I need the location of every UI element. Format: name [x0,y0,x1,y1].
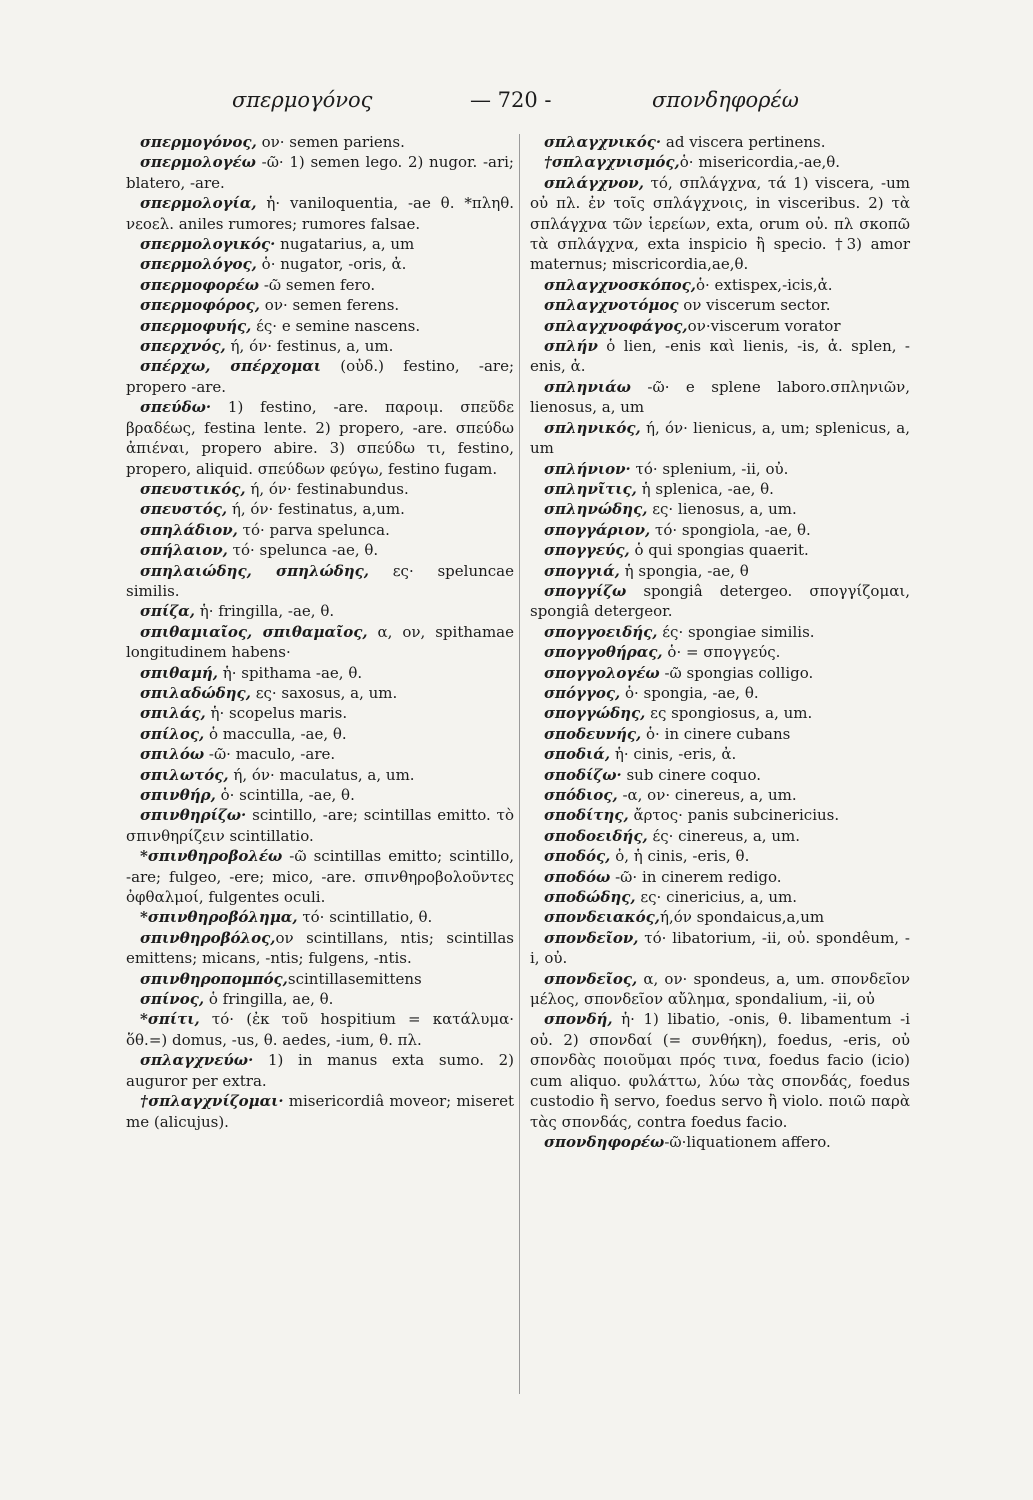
entry-headword: σπερμοφυής, [140,316,252,335]
dictionary-entry [530,336,910,377]
entry-definition: ον·viscerum vorator [687,316,841,335]
dictionary-entry [126,765,514,785]
entry-definition: ἡ splenica, -ae, θ. [636,479,774,498]
right-guide-word: σπονδηφορέω [652,88,799,112]
dictionary-entry [126,1050,514,1091]
dictionary-entry [126,520,514,540]
entry-headword: σποδιά, [544,745,611,764]
entry-definition: ες spongiosus, a, um. [645,704,813,723]
entry-definition: ή, όν· festinabundus. [245,479,409,498]
entry-headword: σποδόω [544,867,611,886]
dictionary-entry [126,234,514,254]
dictionary-entry [126,846,514,907]
left-column [126,132,514,1132]
entry-definition: ες· speluncae similis. [126,561,514,600]
entry-headword: σπλαγχνοτόμος [544,296,679,315]
dictionary-entry [530,295,910,315]
entry-definition: -ῶ· e splene laboro.σπληνιῶν, lienosus, a, um [530,377,910,417]
entry-definition: -ῶ·liquationem affero. [664,1132,831,1151]
entry-definition: ἡ· spithama -ae, θ. [217,663,363,682]
entry-headword: σπλαγχνοφάγος, [544,316,688,335]
dictionary-entry [126,907,514,927]
dictionary-entry [530,581,910,622]
dictionary-entry [530,785,910,805]
entry-headword: σπερμολόγος, [140,255,257,274]
entry-headword: σπηλαιώδης, σπηλώδης, [140,561,370,580]
entry-headword: σπογγολογέω [544,663,660,682]
entry-headword: σπόδιος, [544,786,618,804]
dictionary-entry [530,622,910,642]
entry-definition: scintillasemittens [287,969,422,988]
entry-definition: ὁ lien, -enis καὶ lienis, -is, ἀ. splen, -enis, ἀ. [530,337,910,376]
entry-headword: σποδευνής, [544,724,642,743]
entry-headword: σπονδηφορέω [544,1132,665,1151]
entry-definition: τό· parva spelunca. [237,520,390,539]
entry-headword: σπηλάδιον, [140,520,238,539]
entry-definition: ές· e semine nascens. [251,316,421,335]
entry-headword: σπονδειακός, [544,908,660,927]
dictionary-entry [530,459,910,479]
entry-headword: σπερχνός, [140,337,226,356]
entry-headword: σπερμολογία, [140,194,257,213]
entry-headword: σπινθηροπομπός, [140,969,288,988]
entry-headword: †σπλαγχνισμός, [544,153,680,172]
entry-definition: τό, σπλάγχνα, τά 1) viscera, -um οὐ πλ. ἐν τοῖς σπλάγχνοις, in visceribus. 2) τὰ σπλάγχνα τῶν ἱερείων, exta, orum οὐ. πλ σκοπῶ τὰ σπλάγχνα, exta inspicio ἢ specio. †3) amor maternus; miscricordia,ae,θ. [530,173,910,274]
entry-headword: σπλαγχνοσκόπος, [544,275,696,294]
entry-headword: σπιθαμιαῖος, σπιθαμαῖος, [140,622,368,641]
entry-headword: σποδός, [544,847,611,866]
dictionary-entry [126,356,514,397]
entry-definition: ον· semen pariens. [256,133,405,151]
dictionary-entry [126,1091,514,1132]
entry-headword: σπερμογόνος, [140,133,257,151]
dictionary-entry [126,683,514,703]
dictionary-entry [126,316,514,336]
entry-definition: ή, όν· festinus, a, um. [225,337,394,356]
entry-definition: ὁ· scintilla, -ae, θ. [215,786,355,804]
entry-headword: σπινθηρίζω· [140,806,247,825]
dictionary-entry [530,642,910,662]
dictionary-entry [126,744,514,764]
entry-definition: nugatarius, a, um [275,235,415,254]
entry-definition: τό· scintillatio, θ. [297,908,433,927]
entry-headword: σπερμολογικός· [140,235,276,254]
entry-definition: τό· libatorium, -ii, οὐ. spondêum, -i, οὐ. [530,928,910,968]
entry-definition: ἡ· 1) libatio, -onis, θ. libamentum -i οὐ. 2) σπονδαί (= συνθήκη), foedus, -eris, οὐ σπονδὰς ποιοῦμαι πρός τινα, foedus facio (icio) cum aliquo. φυλάττω, λύω τὰς σπονδάς, foedus custodio ἢ servo, foedus servo ἢ violo. ποιῶ παρὰ τὰς σπονδάς, contra foedus facio. [530,1010,910,1131]
page-number: — 720 - [470,88,552,112]
dictionary-entry [126,275,514,295]
dictionary-entry [126,561,514,602]
entry-definition: ἡ· vaniloquentia, -ae θ. *πληθ. νεοελ. aniles rumores; rumores falsae. [126,194,514,233]
entry-definition: ἡ spongia, -ae, θ [619,561,749,580]
entry-headword: σπερμοφορέω [140,275,260,294]
dictionary-entry [530,969,910,1010]
entry-definition: -ῶ· maculo, -are. [204,745,336,764]
entry-definition: ὁ, ἡ cinis, -eris, θ. [610,847,750,866]
column-divider [519,134,520,1394]
dictionary-entry [530,316,910,336]
entry-definition: sub cinere coquo. [621,765,761,784]
entry-definition: ὁ· nugator, -oris, ἀ. [256,255,407,274]
entry-headword: σπονδή, [544,1010,613,1029]
dictionary-entry [530,275,910,295]
entry-definition: τό· spongiola, -ae, θ. [650,520,811,539]
dictionary-entry [530,132,910,152]
entry-headword: σπογγάριον, [544,520,651,539]
entry-definition: -α, ον· cinereus, a, um. [617,786,797,804]
entry-headword: σπονδεῖον, [544,928,639,947]
dictionary-entry [530,846,910,866]
dictionary-entry [530,499,910,519]
dictionary-entry [126,499,514,519]
dictionary-entry [530,724,910,744]
dictionary-entry [126,622,514,663]
dictionary-entry [530,540,910,560]
entry-definition: 1) in manus exta sumo. 2) auguror per extra. [126,1051,514,1090]
entry-headword: σπογγώδης, [544,704,646,723]
dictionary-entry [530,1009,910,1131]
dictionary-entry [530,928,910,969]
entry-headword: σποδοειδής, [544,826,648,845]
entry-headword: σπίλος, [140,724,205,743]
entry-definition: ὁ· = σπογγεύς. [662,643,781,662]
entry-headword: σπεύδω· [140,398,212,417]
entry-definition: -ῶ spongias colligo. [659,663,814,682]
entry-definition: ες· lienosus, a, um. [647,500,797,519]
entry-definition: ἡ· scopelus maris. [205,704,348,723]
entry-headword: σποδίζω· [544,765,622,784]
entry-headword: σπληνῖτις, [544,479,637,498]
entry-definition: ον viscerum sector. [678,296,831,315]
entry-headword: σπογγίζω [544,581,627,600]
dictionary-entry [126,785,514,805]
dictionary-entry [126,1009,514,1050]
entry-headword: σπινθήρ, [140,786,216,804]
entry-definition: ὁ macculla, -ae, θ. [204,724,347,743]
entry-definition: scintillo, -are; scintillas emitto. τὸ σπινθηρίζειν scintillatio. [126,806,514,845]
entry-definition: ές· spongiae similis. [657,622,815,641]
entry-headword: σπογγιά, [544,561,620,580]
dictionary-entry [126,601,514,621]
entry-headword: σπογγεύς, [544,541,630,560]
entry-headword: σπληνικός, [544,418,641,437]
entry-headword: σπογγοθήρας, [544,643,663,662]
entry-headword: σπερμοφόρος, [140,296,261,315]
entry-headword: *σπινθηροβόλημα, [140,908,298,927]
entry-definition: ὁ· misericordia,-ae,θ. [679,153,841,172]
entry-headword: σπευστικός, [140,479,246,498]
dictionary-entry [126,254,514,274]
dictionary-entry [530,479,910,499]
dictionary-entry [530,561,910,581]
entry-headword: σπλήν [544,337,598,356]
entry-definition: -ῶ· in cinerem redigo. [610,867,782,886]
dictionary-entry [126,397,514,479]
dictionary-entry [530,826,910,846]
entry-definition: ον scintillans, ntis; scintillas emittens; micans, -ntis; fulgens, -ntis. [126,928,514,968]
dictionary-entry [126,724,514,744]
entry-definition: misericordiâ moveor; miseret me (alicujus). [126,1092,514,1131]
dictionary-entry [530,683,910,703]
entry-definition: ή, όν· lienicus, a, um; splenicus, a, um [530,418,910,458]
entry-definition: τό· spelunca -ae, θ. [227,541,379,560]
page-header [0,84,1033,124]
entry-definition: ές· cinereus, a, um. [647,826,800,845]
dictionary-entry [126,479,514,499]
entry-headword: σπιλόω [140,745,205,764]
entry-definition: ὁ qui spongias quaerit. [629,541,809,560]
entry-headword: σπήλαιον, [140,541,228,560]
dictionary-entry [530,173,910,275]
dictionary-entry [126,928,514,969]
entry-definition: -ῶ scintillas emitto; scintillo, -are; fulgeo, -ere; mico, -are. σπινθηροβολοῦντες ὀφθαλμοί, fulgentes oculi. [126,847,514,907]
dictionary-entry [126,152,514,193]
entry-headword: *σπίτι, [140,1010,200,1029]
entry-definition: ον· semen ferens. [260,296,400,315]
dictionary-entry [126,295,514,315]
entry-headword: σπιλάς, [140,704,206,723]
dictionary-entry [126,969,514,989]
entry-definition: ὁ· in cinere cubans [641,724,791,743]
entry-headword: σπίζα, [140,602,195,621]
right-column [530,132,910,1152]
entry-headword: σπίνος, [140,990,205,1009]
entry-headword: σπληνώδης, [544,500,648,519]
dictionary-entry [530,907,910,927]
entry-definition: ή,όν spondaicus,a,um [659,908,825,927]
entry-headword: σπλάγχνον, [544,173,644,192]
dictionary-entry [530,1132,910,1152]
entry-definition: ες· cinericius, a, um. [635,888,798,907]
entry-definition: α, ον, spithamae longitudinem habens· [126,622,514,662]
entry-headword: σπλαγχνικός· [544,133,662,151]
entry-definition: ad viscera pertinens. [661,133,826,151]
entry-definition: spongiâ detergeo. σπογγίζομαι, spongiâ detergeor. [530,581,910,621]
entry-definition: ἡ· fringilla, -ae, θ. [194,602,335,621]
entry-headword: σπιλωτός, [140,765,229,784]
dictionary-entry [126,540,514,560]
entry-definition: 1) festino, -are. παροιμ. σπεῦδε βραδέως, festina lente. 2) propero, -are. σπεύδω ἀπιέναι, propero abire. 3) σπεύδω τι, festino, propero, aliquid. σπεύδων φεύγω, festino fugam. [126,398,514,478]
dictionary-entry [126,336,514,356]
entry-headword: σπονδεῖος, [544,969,638,988]
entry-definition: ὁ fringilla, ae, θ. [204,990,334,1009]
dictionary-entry [530,703,910,723]
dictionary-entry [530,377,910,418]
entry-definition: ἄρτος· panis subcinericius. [628,806,840,825]
dictionary-entry [530,152,910,172]
entry-headword: †σπλαγχνίζομαι· [140,1092,284,1111]
entry-headword: σπινθηροβόλος, [140,928,276,947]
dictionary-entry [530,765,910,785]
dictionary-entry [126,132,514,152]
entry-definition: τό· (ἐκ τοῦ hospitium = κατάλυμα· ὅθ.=) domus, -us, θ. aedes, -ium, θ. πλ. [126,1010,514,1049]
dictionary-entry [530,663,910,683]
entry-headword: σπέρχω, σπέρχομαι [140,357,322,376]
entry-headword: *σπινθηροβολέω [140,847,283,866]
entry-definition: ή, όν· maculatus, a, um. [228,765,415,784]
left-guide-word: σπερμογόνος [232,88,373,112]
entry-definition: ή, όν· festinatus, a,um. [227,500,405,519]
entry-definition: ὁ· spongia, -ae, θ. [620,683,759,702]
dictionary-entry [530,520,910,540]
dictionary-entry [530,744,910,764]
entry-definition: τό· splenium, -ii, οὐ. [630,459,789,478]
entry-definition: ἡ· cinis, -eris, ἀ. [610,745,737,764]
entry-headword: σπιλαδώδης, [140,683,251,702]
dictionary-entry [530,418,910,459]
entry-definition: (οὐδ.) festino, -are; propero -are. [126,357,514,396]
dictionary-entry [530,805,910,825]
entry-headword: σπιθαμή, [140,663,218,682]
dictionary-entry [530,887,910,907]
entry-definition: ὁ· extispex,-icis,ἀ. [695,275,833,294]
entry-definition: -ῶ semen fero. [259,275,376,294]
entry-headword: σπλήνιον· [544,459,631,478]
entry-definition: α, ον· spondeus, a, um. σπονδεῖον μέλος, σπονδεῖον αὔλημα, spondalium, -ii, οὐ [530,969,910,1009]
entry-headword: σπευστός, [140,500,228,519]
entry-headword: σπερμολογέω [140,153,256,172]
dictionary-entry [126,703,514,723]
dictionary-entry [126,989,514,1009]
entry-headword: σπλαγχνεύω· [140,1051,254,1070]
dictionary-entry [530,867,910,887]
entry-definition: -ῶ· 1) semen lego. 2) nugor. -ari; blatero, -are. [126,153,514,192]
dictionary-entry [126,663,514,683]
dictionary-entry [126,193,514,234]
entry-headword: σποδώδης, [544,888,636,907]
entry-headword: σπληνιάω [544,377,631,396]
entry-headword: σποδίτης, [544,806,629,825]
entry-definition: ες· saxosus, a, um. [250,683,398,702]
entry-headword: σπογγοειδής, [544,622,658,641]
dictionary-entry [126,805,514,846]
entry-headword: σπόγγος, [544,683,621,702]
